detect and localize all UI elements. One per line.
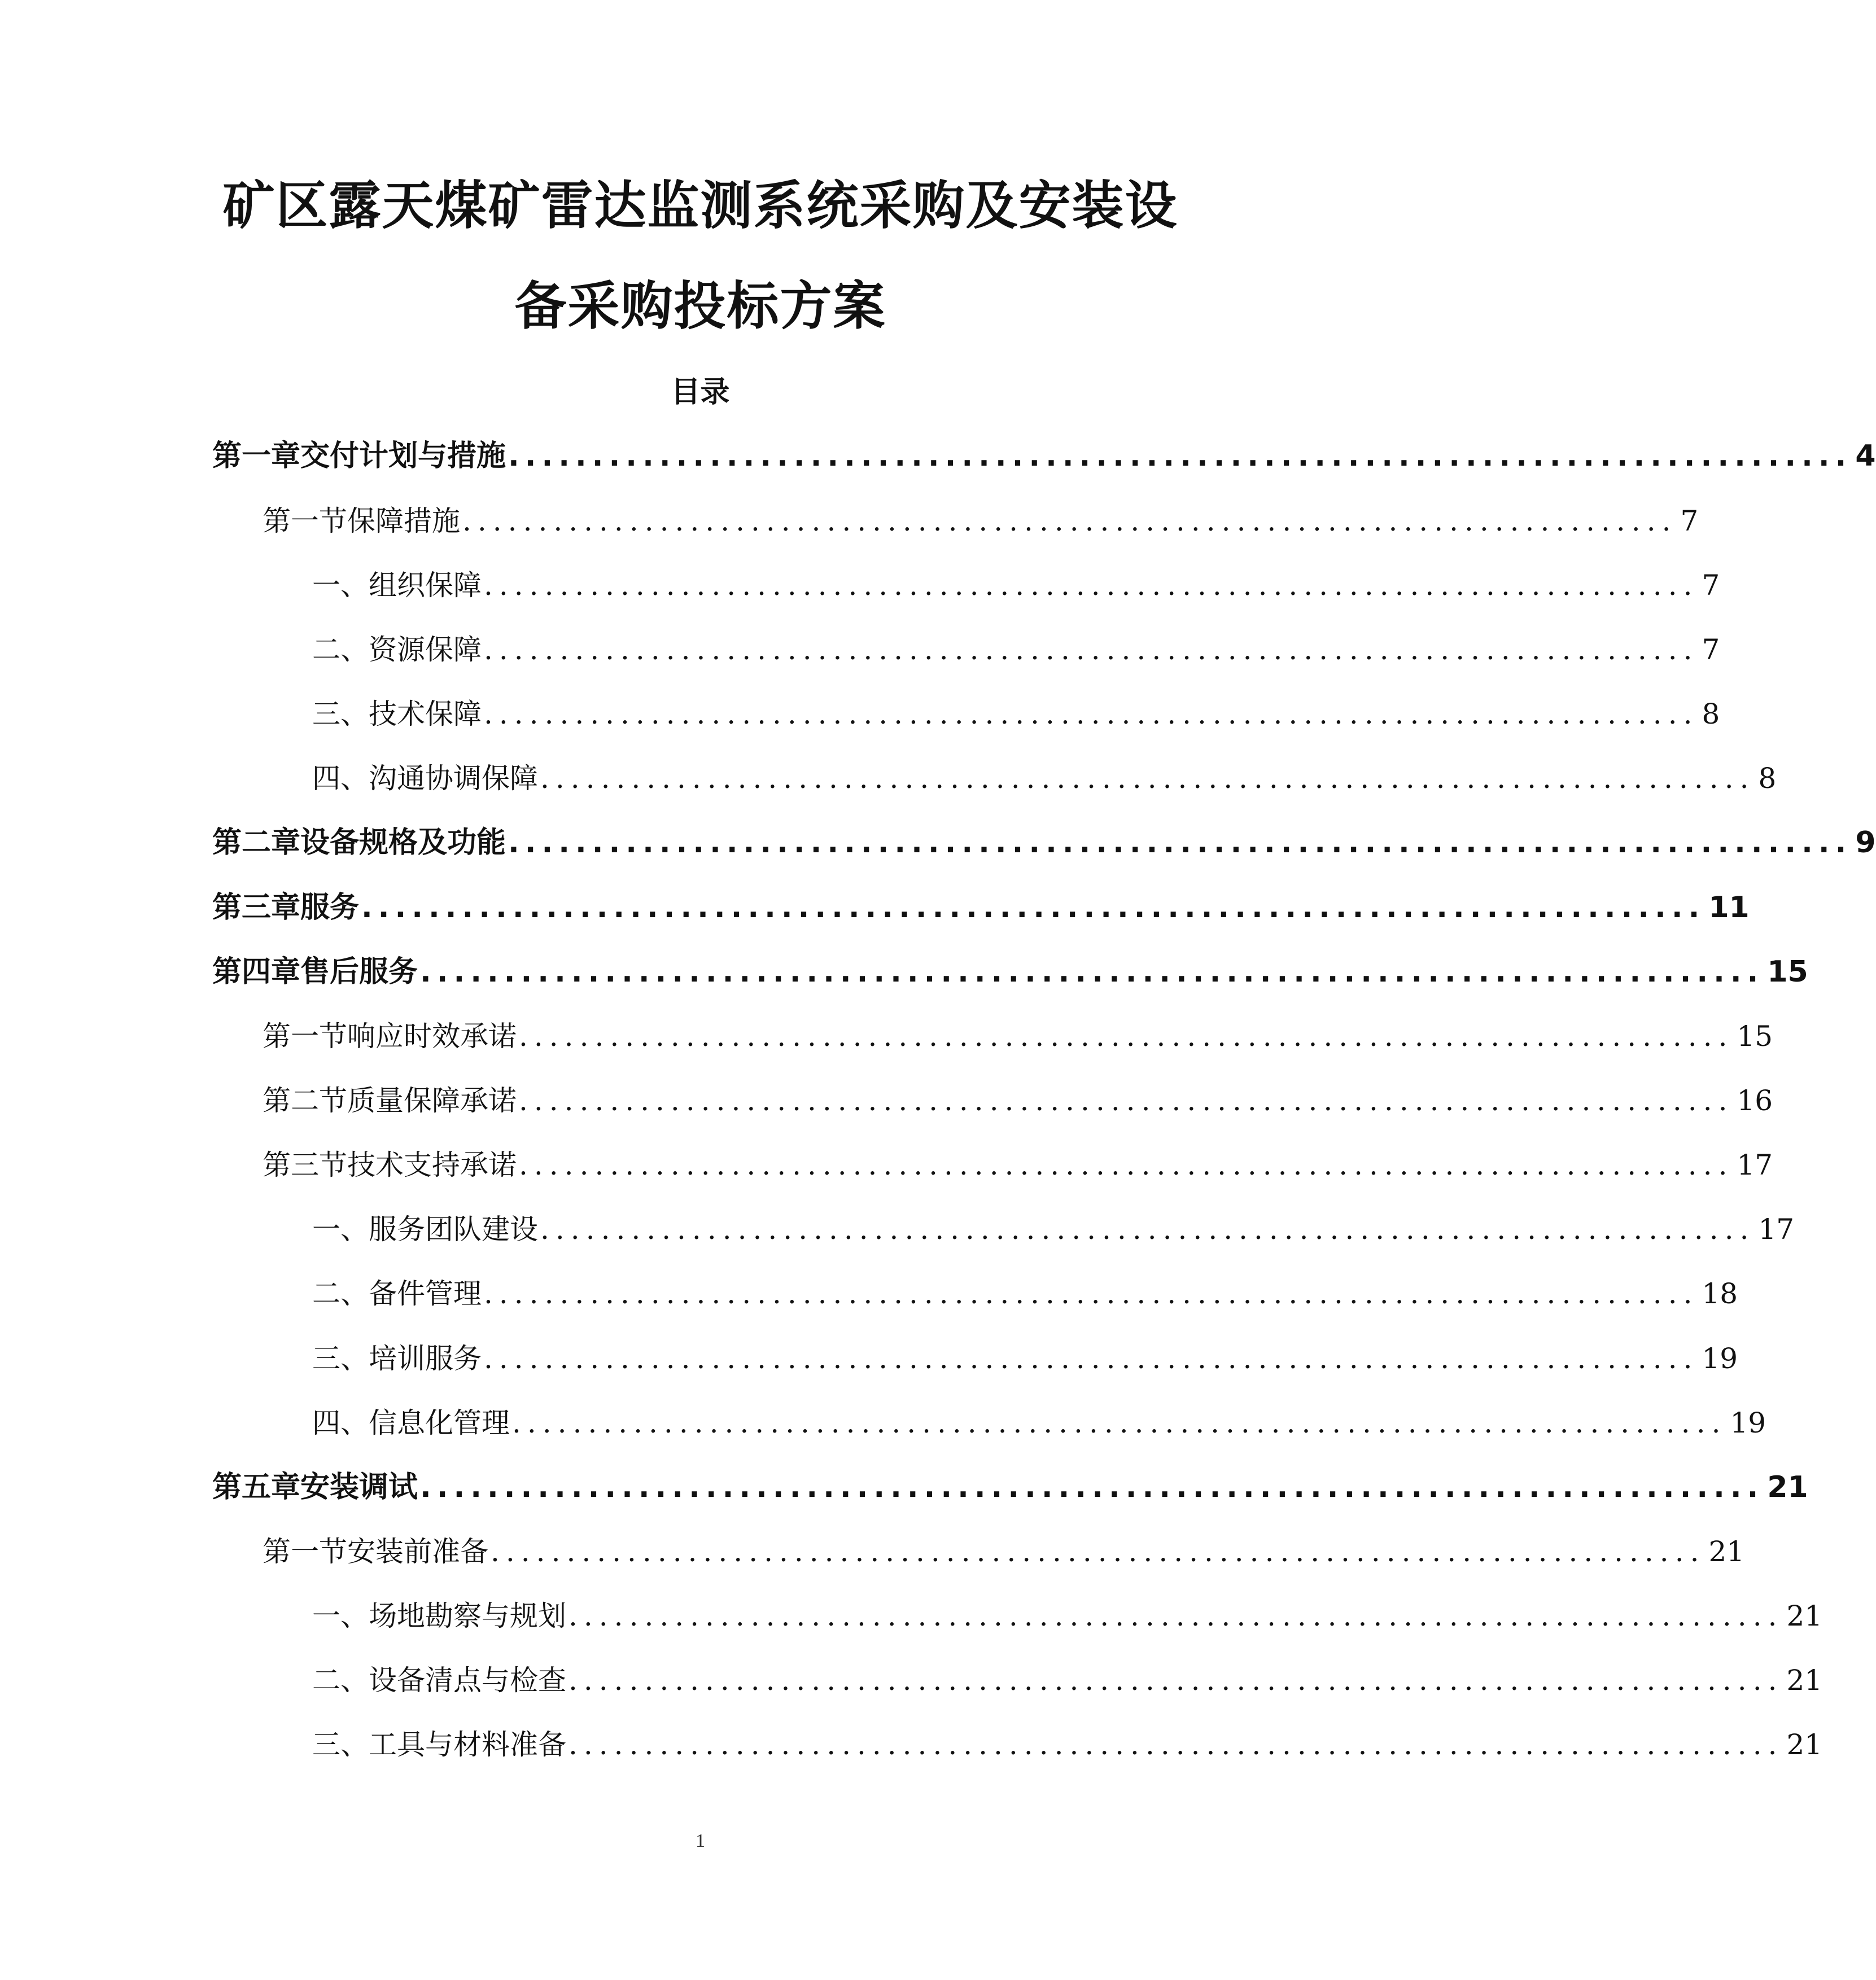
toc-entry-page: 21 [1786,1600,1823,1632]
toc-entry-page: 21 [1786,1664,1823,1697]
toc-entry-label: 安装调试 [300,1470,418,1504]
toc-dot-leader: ................................................................................ [508,826,1852,860]
toc-entry-number: 第三节 [263,1149,347,1181]
toc-dot-leader: ................................................................................ [519,1084,1734,1117]
toc-entry-label: 设备规格及功能 [300,826,506,860]
toc-entry-number: 第二节 [263,1084,347,1117]
toc-entry-subsection[interactable] [312,1593,1823,1639]
toc-dot-leader: ................................................................................ [512,1407,1727,1439]
toc-entry-number: 第二章 [212,826,301,860]
toc-entry-chapter[interactable] [212,949,1808,995]
toc-entry-page: 19 [1702,1342,1738,1375]
toc-entry-number: 第一节 [263,505,347,537]
toc-entry-number: 三、 [312,698,369,730]
toc-entry-label: 沟通协调保障 [369,762,538,795]
toc-entry-number: 第一节 [263,1535,347,1568]
toc-entry-chapter[interactable] [212,433,1876,479]
toc-entry-page: 15 [1737,1020,1773,1053]
toc-entry-label: 技术保障 [369,698,482,730]
document-title-line-1: 矿区露天煤矿雷达监测系统采购及安装设 [222,176,1178,236]
toc-dot-leader: ................................................................................ [462,505,1677,537]
toc-dot-leader: ................................................................................ [569,1600,1783,1632]
toc-entry-label: 设备清点与检查 [369,1664,566,1697]
toc-entry-number: 三、 [312,1342,369,1375]
toc-dot-leader: ................................................................................ [508,439,1852,473]
toc-entry-subsection[interactable] [312,1207,1795,1252]
toc-entry-section[interactable] [263,1142,1773,1188]
toc-entry-number: 第五章 [212,1470,301,1504]
toc-entry-section[interactable] [263,498,1699,544]
toc-dot-leader: ................................................................................ [519,1020,1734,1053]
toc-entry-page: 16 [1737,1084,1773,1117]
toc-entry-page: 18 [1702,1277,1738,1310]
toc-entry-number: 四、 [312,762,369,795]
toc-entry-page: 11 [1708,891,1750,925]
toc-dot-leader: ................................................................................ [540,762,1755,795]
toc-entry-label: 技术支持承诺 [347,1149,517,1181]
toc-entry-page: 21 [1786,1728,1823,1761]
toc-entry-page: 7 [1702,633,1720,666]
toc-entry-subsection[interactable] [312,1722,1823,1767]
toc-entry-number: 第三章 [212,891,301,925]
toc-entry-subsection[interactable] [312,691,1720,737]
toc-entry-subsection[interactable] [312,1658,1823,1703]
toc-entry-subsection[interactable] [312,627,1720,672]
toc-entry-number: 一、 [312,1213,369,1246]
toc-entry-chapter[interactable] [212,885,1750,930]
toc-entry-number: 四、 [312,1407,369,1439]
toc-dot-leader: ................................................................................ [484,1342,1699,1375]
toc-entry-page: 15 [1767,955,1808,989]
toc-entry-label: 质量保障承诺 [347,1084,517,1117]
toc-entry-chapter[interactable] [212,820,1876,865]
toc-entry-subsection[interactable] [312,563,1720,608]
toc-entry-label: 信息化管理 [369,1407,510,1439]
toc-entry-label: 服务团队建设 [369,1213,538,1246]
toc-dot-leader: ................................................................................ [420,955,1764,989]
toc-entry-section[interactable] [263,1529,1745,1574]
document-title-line-2: 备采购投标方案 [514,276,886,336]
toc-heading: 目录 [671,375,730,409]
toc-entry-number: 二、 [312,1664,369,1697]
toc-dot-leader: ................................................................................ [569,1728,1783,1761]
toc-entry-label: 售后服务 [300,955,418,989]
toc-entry-label: 资源保障 [369,633,482,666]
toc-entry-number: 二、 [312,633,369,666]
toc-dot-leader: ................................................................................ [484,698,1699,730]
toc-entry-number: 第一节 [263,1020,347,1053]
toc-entry-subsection[interactable] [312,1336,1738,1381]
toc-entry-number: 三、 [312,1728,369,1761]
toc-entry-page: 21 [1708,1535,1745,1568]
toc-entry-page: 17 [1758,1213,1795,1246]
toc-dot-leader: ................................................................................ [484,633,1699,666]
toc-entry-label: 工具与材料准备 [369,1728,566,1761]
toc-entry-label: 场地勘察与规划 [369,1600,566,1632]
toc-entry-label: 组织保障 [369,569,482,602]
toc-entry-label: 服务 [300,891,360,925]
toc-entry-number: 一、 [312,1600,369,1632]
toc-entry-page: 21 [1767,1470,1808,1504]
toc-dot-leader: ................................................................................ [484,1277,1699,1310]
toc-dot-leader: ................................................................................ [484,569,1699,602]
toc-dot-leader: ................................................................................ [361,891,1706,925]
toc-entry-subsection[interactable] [312,756,1777,801]
toc-dot-leader: ................................................................................ [540,1213,1755,1246]
toc-entry-label: 培训服务 [369,1342,482,1375]
toc-entry-number: 第四章 [212,955,301,989]
toc-entry-section[interactable] [263,1014,1773,1059]
toc-dot-leader: ................................................................................ [519,1149,1734,1181]
toc-entry-label: 交付计划与措施 [300,439,506,473]
toc-entry-page: 8 [1758,762,1777,795]
toc-entry-page: 7 [1702,569,1720,602]
toc-entry-label: 响应时效承诺 [347,1020,517,1053]
toc-entry-page: 19 [1730,1407,1766,1439]
toc-entry-label: 保障措施 [347,505,460,537]
toc-entry-page: 17 [1737,1149,1773,1181]
toc-dot-leader: ................................................................................ [491,1535,1706,1568]
toc-entry-page: 8 [1702,698,1720,730]
toc-entry-number: 二、 [312,1277,369,1310]
toc-dot-leader: ................................................................................ [420,1470,1764,1504]
toc-dot-leader: ................................................................................ [569,1664,1783,1697]
toc-entry-page: 9 [1855,826,1876,860]
footer-page-number: 1 [696,1830,705,1851]
toc-entry-chapter[interactable] [212,1465,1808,1510]
toc-entry-label: 备件管理 [369,1277,482,1310]
toc-entry-section[interactable] [263,1078,1773,1123]
toc-entry-page: 4 [1855,439,1876,473]
toc-entry-subsection[interactable] [312,1271,1738,1316]
toc-entry-number: 一、 [312,569,369,602]
toc-entry-page: 7 [1680,505,1699,537]
toc-entry-number: 第一章 [212,439,301,473]
toc-entry-subsection[interactable] [312,1400,1766,1445]
toc-entry-label: 安装前准备 [347,1535,488,1568]
